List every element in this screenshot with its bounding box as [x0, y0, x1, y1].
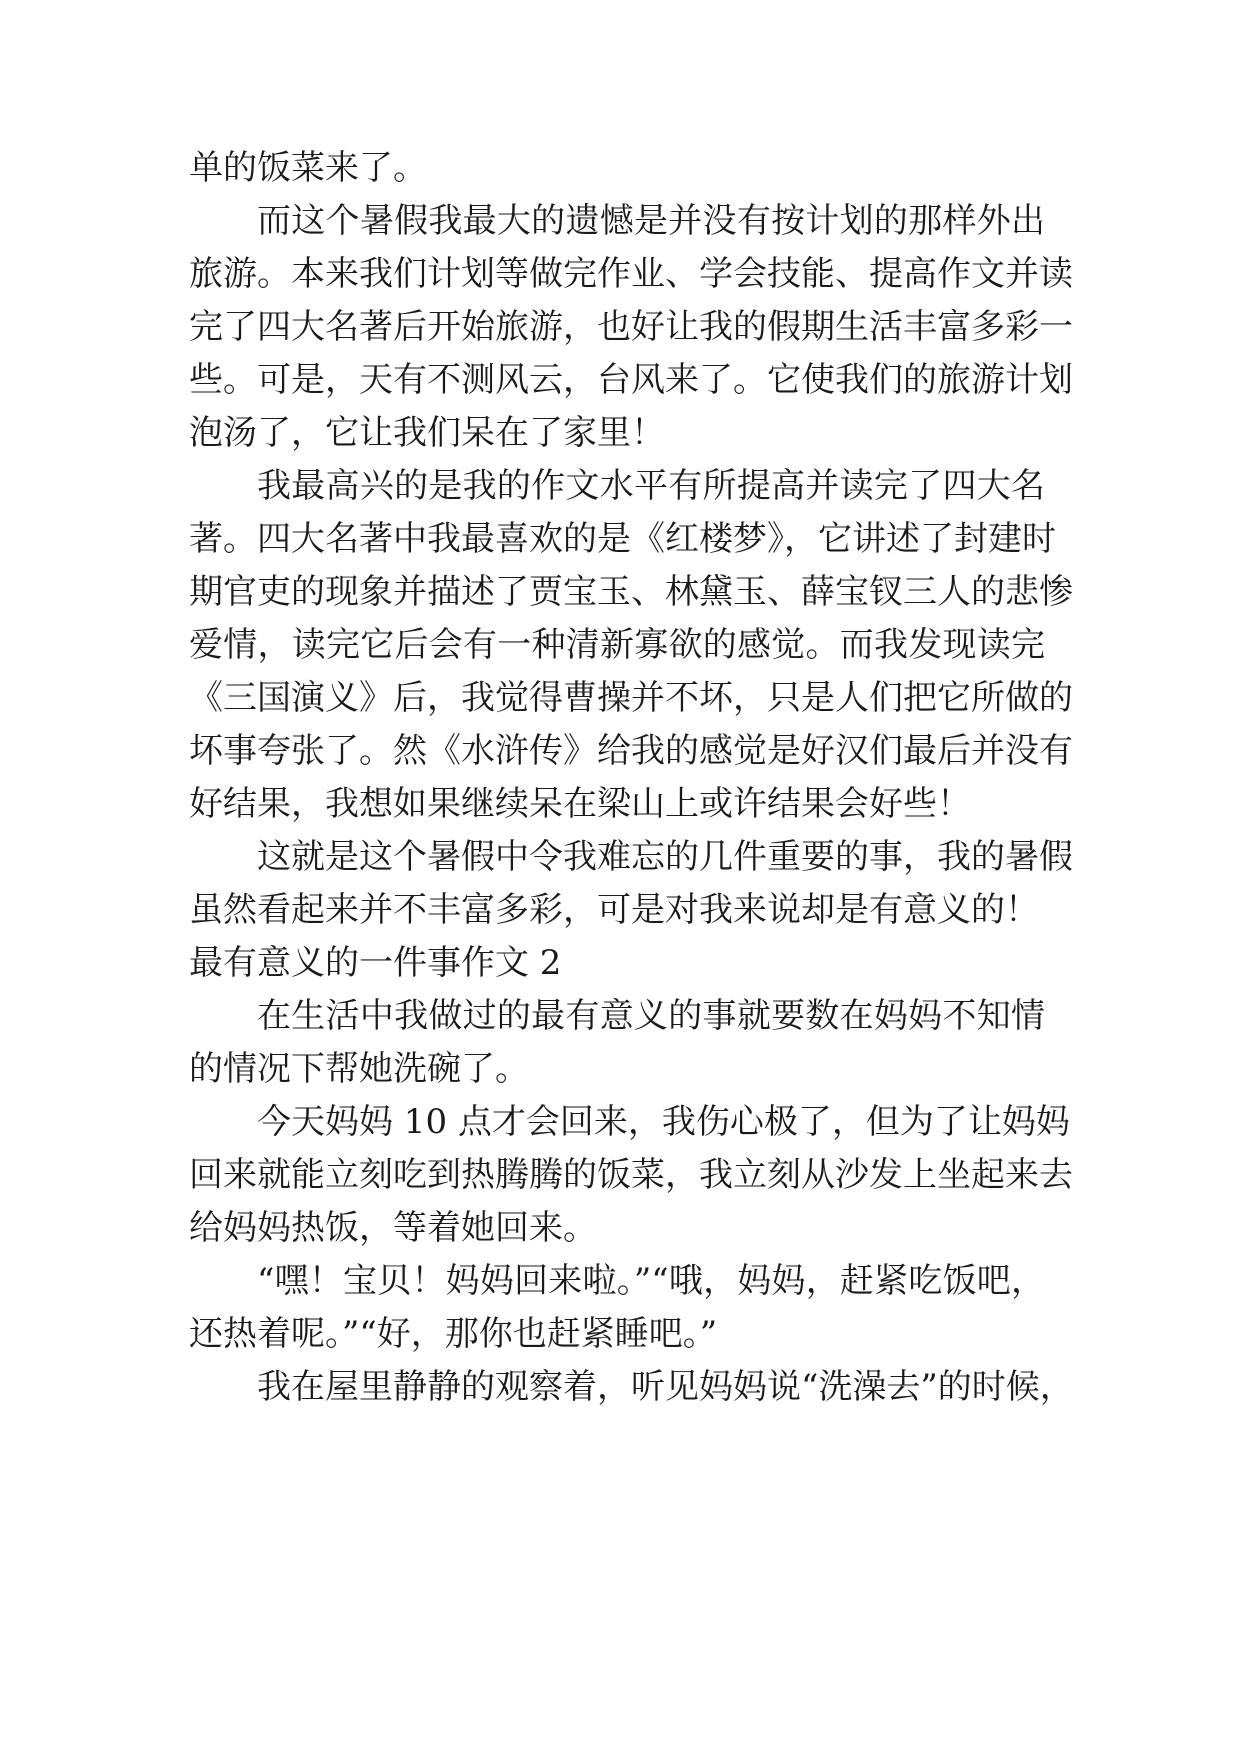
text-line: 坏事夸张了。然《水浒传》给我的感觉是好汉们最后并没有	[189, 731, 1073, 771]
paragraph-start: 在生活中我做过的最有意义的事就要数在妈妈不知情	[257, 996, 1045, 1036]
text-line: 好结果，我想如果继续呆在梁山上或许结果会好些！	[189, 784, 971, 824]
text-line: 虽然看起来并不丰富多彩，可是对我来说却是有意义的！	[189, 890, 1039, 930]
paragraph-start: 而这个暑假我最大的遗憾是并没有按计划的那样外出	[257, 201, 1045, 241]
text-line: 爱情，读完它后会有一种清新寡欲的感觉。而我发现读完	[189, 625, 1045, 665]
text-line: 完了四大名著后开始旅游，也好让我的假期生活丰富多彩一	[189, 307, 1073, 347]
text-line: 些。可是，天有不测风云，台风来了。它使我们的旅游计划	[189, 360, 1073, 400]
text-line: 旅游。本来我们计划等做完作业、学会技能、提高作文并读	[189, 254, 1073, 294]
paragraph-start: 这就是这个暑假中令我难忘的几件重要的事，我的暑假	[257, 837, 1073, 877]
text-line: 给妈妈热饭，等着她回来。	[189, 1208, 597, 1248]
text-line: 单的饭菜来了。	[189, 148, 427, 188]
paragraph-start: 我最高兴的是我的作文水平有所提高并读完了四大名	[257, 466, 1045, 506]
paragraph-start: “嘿！宝贝！妈妈回来啦。”“哦，妈妈，赶紧吃饭吧，	[257, 1261, 1045, 1301]
section-title: 最有意义的一件事作文 2	[189, 943, 562, 983]
text-line: 著。四大名著中我最喜欢的是《红楼梦》，它讲述了封建时	[189, 519, 1056, 559]
text-line: 泡汤了，它让我们呆在了家里！	[189, 413, 665, 453]
paragraph-start: 今天妈妈 10 点才会回来，我伤心极了，但为了让妈妈	[257, 1102, 1070, 1142]
text-line: 回来就能立刻吃到热腾腾的饭菜，我立刻从沙发上坐起来去	[189, 1155, 1073, 1195]
text-line: 还热着呢。”“好，那你也赶紧睡吧。”	[189, 1314, 718, 1354]
text-line: 期官吏的现象并描述了贾宝玉、林黛玉、薛宝钗三人的悲惨	[189, 572, 1073, 612]
text-line: 《三国演义》后，我觉得曹操并不坏，只是人们把它所做的	[189, 678, 1073, 718]
paragraph-start: 我在屋里静静的观察着，听见妈妈说“洗澡去”的时候，	[257, 1367, 1074, 1407]
text-line: 的情况下帮她洗碗了。	[189, 1049, 529, 1089]
